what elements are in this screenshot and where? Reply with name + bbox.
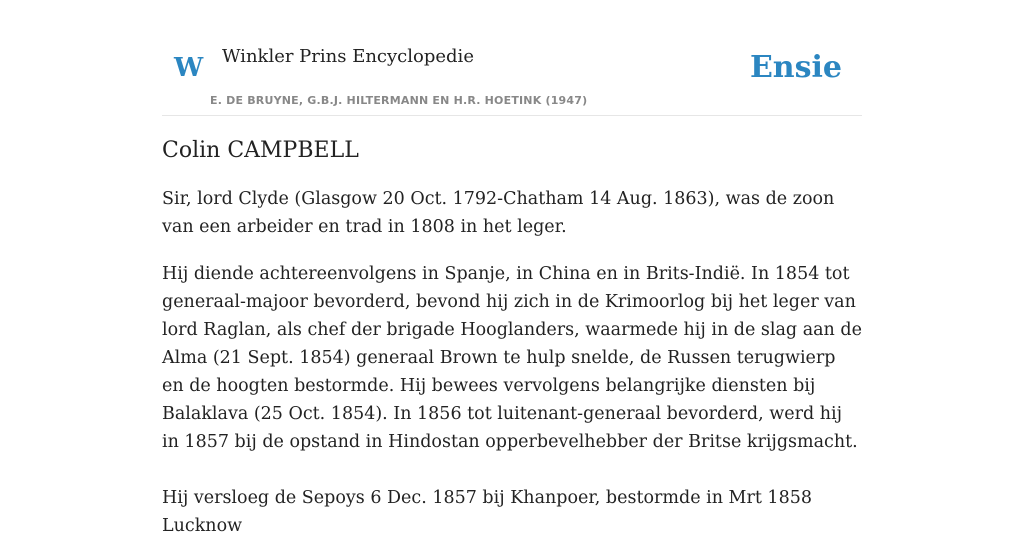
article-headword: Colin CAMPBELL [162, 138, 359, 163]
article-paragraph: Hij versloeg de Sepoys 6 Dec. 1857 bij Khanpoer, bestormde in Mrt 1858 Lucknow [162, 488, 812, 536]
ensie-logo[interactable]: Ensie [749, 50, 842, 85]
site-header [162, 40, 862, 116]
encyclopedia-title[interactable]: Winkler Prins Encyclopedie [222, 46, 474, 67]
article [162, 138, 862, 559]
article-paragraph: Sir, lord Clyde (Glasgow 20 Oct. 1792-Chatham 14 Aug. 1863), was de zoon van een arbeider en trad in 1808 in het leger. [162, 189, 835, 237]
encyclopedia-authors: E. DE BRUYNE, G.B.J. HILTERMANN EN H.R. HOETINK (1947) [210, 94, 588, 107]
article-paragraph: Hij diende achtereenvolgens in Spanje, in China en in Brits-Indië. In 1854 tot generaal-majoor bevorderd, bevond hij zich in de Krimoorlog bij het leger van lord Raglan, als chef der brigade Hooglanders, waarmede hij in de slag aan de Alma (21 Sept. 1854) generaal Brown te hulp snelde, de Russen terugwierp en de hoogten bestormde. Hij bewees vervolgens belangrijke diensten bij Balaklava (25 Oct. 1854). In 1856 tot luitenant-generaal bevorderd, werd hij in 1857 bij de opstand in Hindostan opperbevelhebber der Britse krijgsmacht. [162, 264, 862, 452]
winkler-prins-logo[interactable]: W [174, 53, 204, 83]
